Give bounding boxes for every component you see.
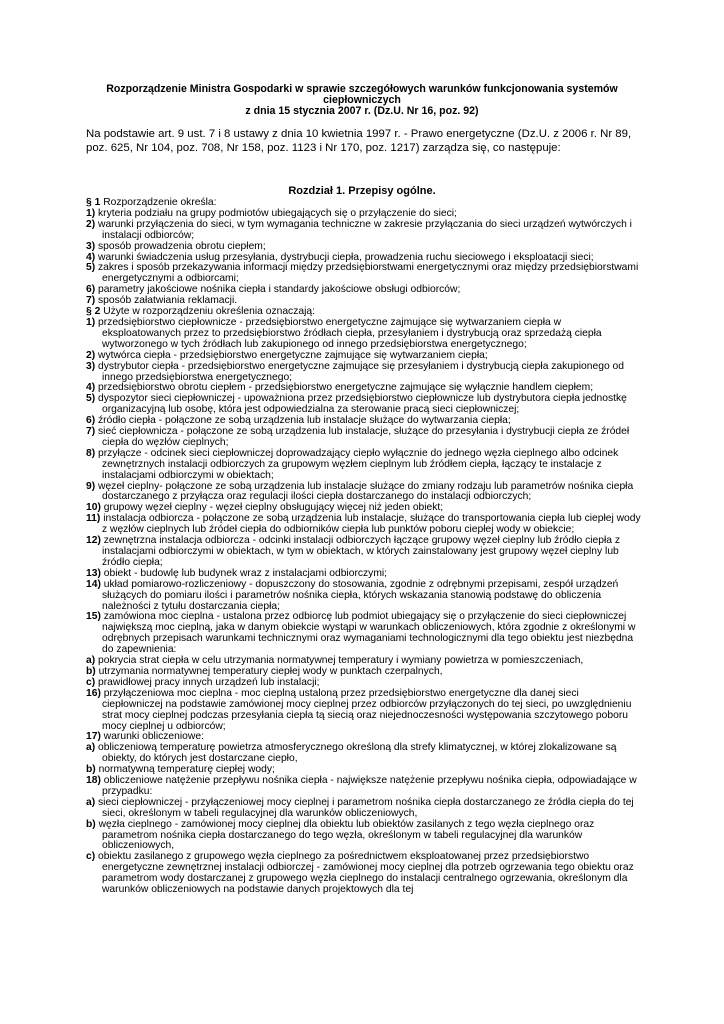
- item-number: c): [86, 851, 96, 863]
- item-number: 2): [86, 218, 96, 230]
- list-item: [86, 852, 642, 896]
- item-number: 6): [86, 415, 96, 427]
- list-item: [86, 580, 642, 613]
- item-number: 5): [86, 393, 96, 405]
- item-number: a): [86, 655, 96, 667]
- item-number: 18): [86, 775, 101, 787]
- item-text: obliczeniową temperaturę powietrza atmosferycznego określoną dla strefy klimatycznej, w której zlokalizowane są obiekty, do których jest dostarczane ciepło,: [95, 742, 617, 765]
- item-number: 6): [86, 284, 96, 296]
- item-number: a): [86, 742, 96, 754]
- item-text: sieć ciepłownicza - połączone ze sobą urządzenia lub instalacje, służące do przesyłania i dystrybucji ciepła ze źródeł ciepła do węzłów cieplnych;: [95, 426, 630, 448]
- item-number: 4): [86, 382, 96, 394]
- item-text: grupowy węzeł cieplny - węzeł cieplny obsługujący więcej niż jeden obiekt;: [100, 502, 444, 514]
- item-number: 4): [86, 251, 96, 263]
- item-text: parametry jakościowe nośnika ciepła i standardy jakościowe obsługi odbiorców;: [95, 284, 461, 296]
- list-item: [86, 482, 642, 504]
- item-text: obiektu zasilanego z grupowego węzła cieplnego za pośrednictwem eksploatowanej przez przedsiębiorstwo energetyczne zewnętrznej instalacji odbiorczej - zamówionej mocy cieplnej dla potrzeb ogrzewania tego obiektu oraz parametrom wody dostarczanej z grupowego węzła cieplnego do instalacji centralnego ogrzewania, określonym dla warunków obliczeniowych na podstawie danych projektowych dla tej: [95, 851, 634, 896]
- item-text: prawidłowej pracy innych urządzeń lub instalacji;: [95, 676, 320, 688]
- item-text: przedsiębiorstwo obrotu ciepłem - przedsiębiorstwo energetyczne zajmujące się wyłącznie handlem ciepłem;: [95, 382, 594, 394]
- item-text: zamówiona moc cieplna - ustalona przez odbiorcę lub podmiot ubiegający się o przyłączenie do sieci ciepłowniczej największą moc cieplną, jaka w danym obiekcie wystąpi w warunkach obliczeniowych, która zgodnie z określonymi w odrębnych przepisach warunkami technicznymi oraz wymaganiami technologicznymi dla tego obiektu jest niezbędna do zapewnienia:: [100, 611, 636, 656]
- section-2-lead-text: Użyte w rozporządzeniu określenia oznaczają:: [100, 306, 315, 318]
- item-number: 17): [86, 731, 101, 743]
- chapter-heading: Rozdział 1. Przepisy ogólne.: [288, 185, 436, 197]
- section-1-mark: § 1: [86, 197, 101, 208]
- item-number: 9): [86, 480, 96, 492]
- list-item: [86, 263, 642, 285]
- title-line-3: z dnia 15 stycznia 2007 r. (Dz.U. Nr 16, poz. 92): [245, 105, 479, 117]
- item-number: 13): [86, 567, 101, 579]
- item-text: obliczeniowe natężenie przepływu nośnika ciepła - największe natężenie przepływu nośnika ciepła, odpowiadające w przypadku:: [100, 775, 637, 797]
- section-2-list: [86, 318, 642, 896]
- item-number: a): [86, 796, 96, 808]
- item-number: c): [86, 676, 96, 688]
- item-number: 7): [86, 295, 96, 307]
- item-text: przyłączeniowa moc cieplna - moc cieplną ustaloną przez przedsiębiorstwo energetyczne dla danej sieci ciepłowniczej na podstawie zamówionej mocy cieplnej przez odbiorców przyłączonych do tej sieci, po uwzględnieniu strat mocy cieplnej podczas przesyłania ciepła tą siecią oraz niejednoczesności występowania szczytowego poboru mocy cieplnej u odbiorców;: [100, 687, 632, 732]
- item-text: sposób prowadzenia obrotu ciepłem;: [95, 240, 266, 252]
- item-text: normatywną temperaturę ciepłej wody;: [95, 764, 275, 776]
- section-1-lead-text: Rozporządzenie określa:: [100, 197, 217, 208]
- item-number: b): [86, 818, 96, 830]
- list-item: [86, 612, 642, 656]
- item-text: zewnętrzna instalacja odbiorcza - odcinki instalacji odbiorczych łączące grupowy węzeł cieplny lub źródło ciepła z instalacjami odbiorczymi w obiektach, w tym w obiektach, w których zainstalowany jest grupowy węzeł cieplny lub źródło ciepła;: [100, 535, 620, 568]
- document-title: [86, 84, 638, 117]
- item-number: 11): [86, 513, 101, 525]
- list-item: [86, 514, 642, 536]
- item-text: warunki przyłączenia do sieci, w tym wymagania techniczne w zakresie przyłączania do sieci urządzeń wytwórczych i instalacji odbiorców;: [95, 218, 632, 241]
- list-item: [86, 536, 642, 569]
- item-text: warunki świadczenia usług przesyłania, dystrybucji ciepła, prowadzenia ruchu sieciowego i eksploatacji sieci;: [95, 251, 594, 263]
- item-text: węzeł cieplny- połączone ze sobą urządzenia lub instalacje służące do zmiany rodzaju lub parametrów nośnika ciepła dostarczanego z przyłącza oraz regulacji ilości ciepła dostarczanego do instalacji odbiorczych;: [95, 480, 634, 503]
- item-number: 2): [86, 349, 96, 361]
- item-text: sieci ciepłowniczej - przyłączeniowej mocy cieplnej i parametrom nośnika ciepła dostarczanego ze źródła ciepła do tej sieci, określonym w tabeli regulacyjnej dla warunków obliczeniowych,: [95, 796, 634, 819]
- section-1-list: [86, 209, 642, 307]
- item-text: utrzymania normatywnej temperatury ciepłej wody w punktach czerpalnych,: [95, 665, 443, 677]
- item-number: 3): [86, 360, 96, 372]
- item-text: przyłącze - odcinek sieci ciepłowniczej doprowadzający ciepło wyłącznie do jednego węzła cieplnego albo odcinek zewnętrznych instalacji odbiorczych za grupowym węzłem cieplnym lub źródłem ciepła, łączący te instalacje z instalacjami odbiorczymi w obiektach;: [95, 447, 619, 481]
- item-number: 7): [86, 426, 96, 438]
- item-text: dystrybutor ciepła - przedsiębiorstwo energetyczne zajmujące się przesyłaniem i dystrybucją ciepła zakupionego od innego przedsiębiorstwa energetycznego;: [95, 360, 624, 383]
- item-number: 1): [86, 316, 96, 328]
- list-item: [86, 394, 642, 416]
- item-text: sposób załatwiania reklamacji.: [95, 295, 238, 307]
- item-text: przedsiębiorstwo ciepłownicze - przedsiębiorstwo energetyczne zajmujące się wytwarzaniem ciepła w eksploatowanych przez to przedsiębiorstwo źródłach ciepła, przesyłaniem i dystrybucją oraz sprzedażą ciepła wytworzonego w tych źródłach lub zakupionego od innego przedsiębiorstwa energetycznego;: [95, 316, 602, 350]
- item-text: zakres i sposób przekazywania informacji między przedsiębiorstwami energetycznymi oraz między przedsiębiorstwami energetycznymi a odbiorcami;: [95, 262, 639, 285]
- item-text: źródło ciepła - połączone ze sobą urządzenia lub instalacje służące do wytwarzania ciepła;: [95, 415, 511, 427]
- item-number: b): [86, 764, 96, 776]
- item-text: obiekt - budowlę lub budynek wraz z instalacjami odbiorczymi;: [100, 567, 388, 579]
- list-item: [86, 318, 642, 351]
- title-line-1: Rozporządzenie Ministra Gospodarki w sprawie szczegółowych warunków funkcjonowania systemów: [106, 83, 618, 95]
- item-number: b): [86, 665, 96, 677]
- item-number: 12): [86, 535, 101, 547]
- item-text: pokrycia strat ciepła w celu utrzymania normatywnej temperatury i wymiany powietrza w pomieszczeniach,: [95, 655, 584, 667]
- list-item: [86, 220, 642, 242]
- item-number: 16): [86, 687, 101, 699]
- item-text: wytwórca ciepła - przedsiębiorstwo energetyczne zajmujące się wytwarzaniem ciepła;: [95, 349, 488, 361]
- title-line-2: ciepłowniczych: [323, 94, 401, 106]
- item-number: 5): [86, 262, 96, 274]
- list-item: [86, 798, 642, 820]
- list-item: [86, 820, 642, 853]
- item-number: 8): [86, 447, 96, 459]
- list-item: [86, 362, 642, 384]
- item-text: kryteria podziału na grupy podmiotów ubiegających się o przyłączenie do sieci;: [95, 207, 457, 219]
- section-2-mark: § 2: [86, 306, 101, 318]
- list-item: [86, 776, 642, 798]
- item-text: dyspozytor sieci ciepłowniczej - upoważniona przez przedsiębiorstwo ciepłownicze lub dystrybutora ciepła jednostkę organizacyjną lub osobę, która jest odpowiedzialna za sterowanie pracą sieci ciepłowniczej;: [95, 393, 627, 416]
- list-item: [86, 449, 642, 482]
- list-item: [86, 427, 642, 449]
- document-body: [86, 198, 642, 896]
- list-item: [86, 743, 642, 765]
- item-text: układ pomiarowo-rozliczeniowy - dopuszczony do stosowania, zgodnie z odrębnymi przepisami, zespół urządzeń służących do pomiaru ilości i parametrów nośnika ciepła, których wskazania stanowią podstawę do obliczenia należności z tytułu dostarczania ciepła;: [100, 578, 619, 612]
- item-text: węzła cieplnego - zamówionej mocy cieplnej dla obiektu lub obiektów zasilanych z tego węzła cieplnego oraz parametrom nośnika ciepła dostarczanego do tego węzła, określonym w tabeli regulacyjnej dla warunków obliczeniowych,: [95, 818, 595, 852]
- item-text: instalacja odbiorcza - połączone ze sobą urządzenia lub instalacje, służące do transportowania ciepła lub ciepłej wody z węzłów cieplnych lub źródeł ciepła do odbiorników ciepła lub punktów poboru ciepłej wody w obiekcie;: [100, 513, 641, 536]
- item-number: 3): [86, 240, 96, 252]
- item-number: 1): [86, 207, 96, 219]
- item-number: 10): [86, 502, 101, 514]
- item-number: 14): [86, 578, 101, 590]
- item-text: warunki obliczeniowe:: [100, 731, 204, 743]
- intro-paragraph: Na podstawie art. 9 ust. 7 i 8 ustawy z dnia 10 kwietnia 1997 r. - Prawo energetyczne (Dz.U. z 2006 r. Nr 89, poz. 625, Nr 104, poz. 708, Nr 158, poz. 1123 i Nr 170, poz. 1217) zarządza się, co następuje:: [86, 128, 632, 154]
- item-number: 15): [86, 611, 101, 623]
- list-item: [86, 689, 642, 733]
